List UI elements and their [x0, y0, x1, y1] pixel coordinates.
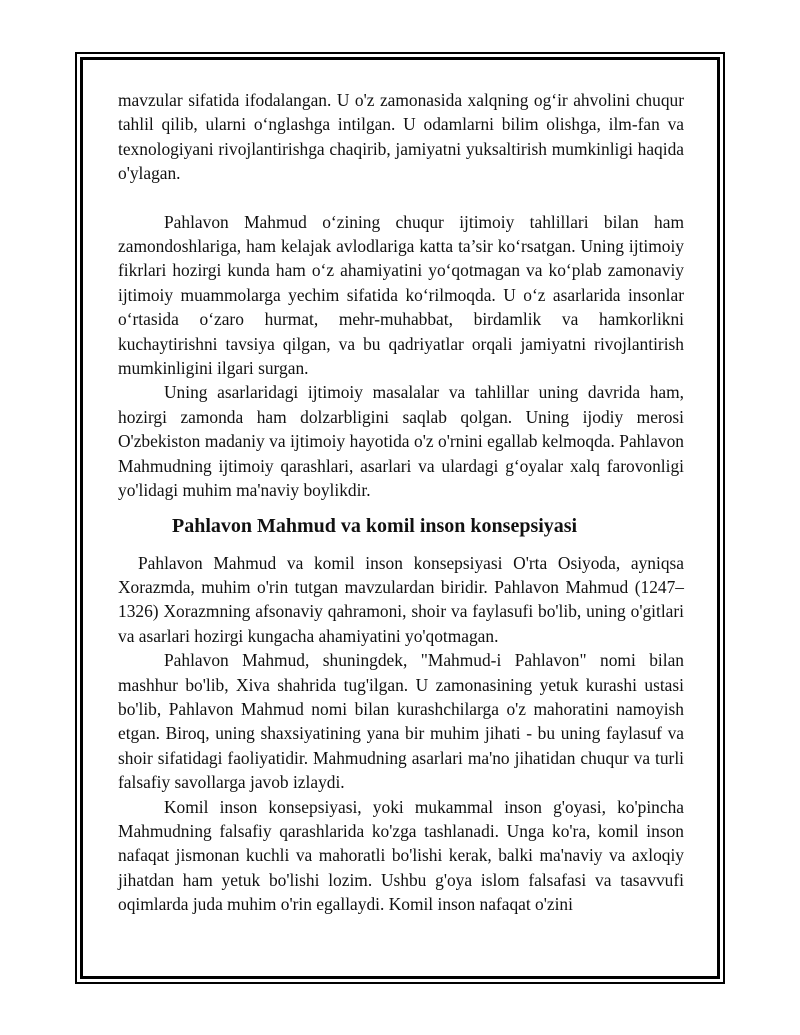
document-body: [118, 88, 684, 917]
paragraph-biography: Pahlavon Mahmud, shuningdek, "Mahmud-i Pahlavon" nomi bilan mashhur bo'lib, Xiva shahrida tug'ilgan. U zamonasining yetuk kurashi ustasi bo'lib, Pahlavon Mahmud nomi bilan kurashchilarga o'z mahoratini namoyish etgan. Biroq, uning shaxsiyatining yana bir muhim jihati - bu uning faylasuf va shoir sifatidagi faoliyatidir. Mahmudning asarlari ma'no jihatidan chuqur va turli falsafiy savollarga javob izlaydi.: [118, 650, 684, 793]
paragraph-perfect-man: Komil inson konsepsiyasi, yoki mukammal inson g'oyasi, ko'pincha Mahmudning falsafiy qarashlarida ko'zga tashlanadi. Unga ko'ra, komil inson nafaqat jismonan kuchli va mahoratli bo'lishi kerak, balki ma'naviy va axloqiy jihatdan ham yetuk bo'lishi lozim. Ushbu g'oya islom falsafasi va tasavvufi oqimlarda juda muhim o'rin egallaydi. Komil inson nafaqat o'zini: [118, 796, 684, 915]
section-heading: Pahlavon Mahmud va komil inson konsepsiyasi: [172, 514, 578, 537]
paragraph-continuation: mavzular sifatida ifodalangan. U o'z zamonasida xalqning og‘ir ahvolini chuqur tahlil qilib, ularni o‘nglashga intilgan. U odamlarni bilim olishga, ilm-fan va texnologiyani rivojlantirishga chaqirib, jamiyatni yuksaltirish mumkinligi haqida o'ylagan.: [118, 90, 684, 184]
paragraph-legacy: Uning asarlaridagi ijtimoiy masalalar va tahlillar uning davrida ham, hozirgi zamonda ham dolzarbligini saqlab qolgan. Uning ijodiy merosi O'zbekiston madaniy va ijtimoiy hayotida o'z o'rnini egallab kelmoqda. Pahlavon Mahmudning ijtimoiy qarashlari, asarlari va ulardagi g‘oyalar xalq farovonligi yo'lidagi muhim ma'naviy boylikdir.: [118, 382, 684, 501]
paragraph-gap: [118, 186, 684, 210]
paragraph-intro: Pahlavon Mahmud va komil inson konsepsiyasi O'rta Osiyoda, ayniqsa Xorazmda, muhim o'rin tutgan mavzulardan biridir. Pahlavon Mahmud (1247–1326) Xorazmning afsonaviy qahramoni, shoir va faylasufi bo'lib, uning o'gitlari va asarlari hozirgi kungacha ahamiyatini yo'qotmagan.: [118, 552, 684, 646]
paragraph-social-analysis: Pahlavon Mahmud o‘zining chuqur ijtimoiy tahlillari bilan ham zamondoshlariga, ham kelajak avlodlariga katta ta’sir ko‘rsatgan. Uning ijtimoiy fikrlari hozirgi kunda ham o‘z ahamiyatini yo‘qotmagan va ko‘plab zamonaviy ijtimoiy muammolarga yechim sifatida ko‘rilmoqda. U o‘z asarlarida insonlar o‘rtasida o‘zaro hurmat, mehr-muhabbat, birdamlik va hamkorlikni kuchaytirishni tavsiya qilgan, va bu qadriyatlar orqali jamiyatni rivojlantirish mumkinligini ilgari surgan.: [118, 211, 684, 379]
